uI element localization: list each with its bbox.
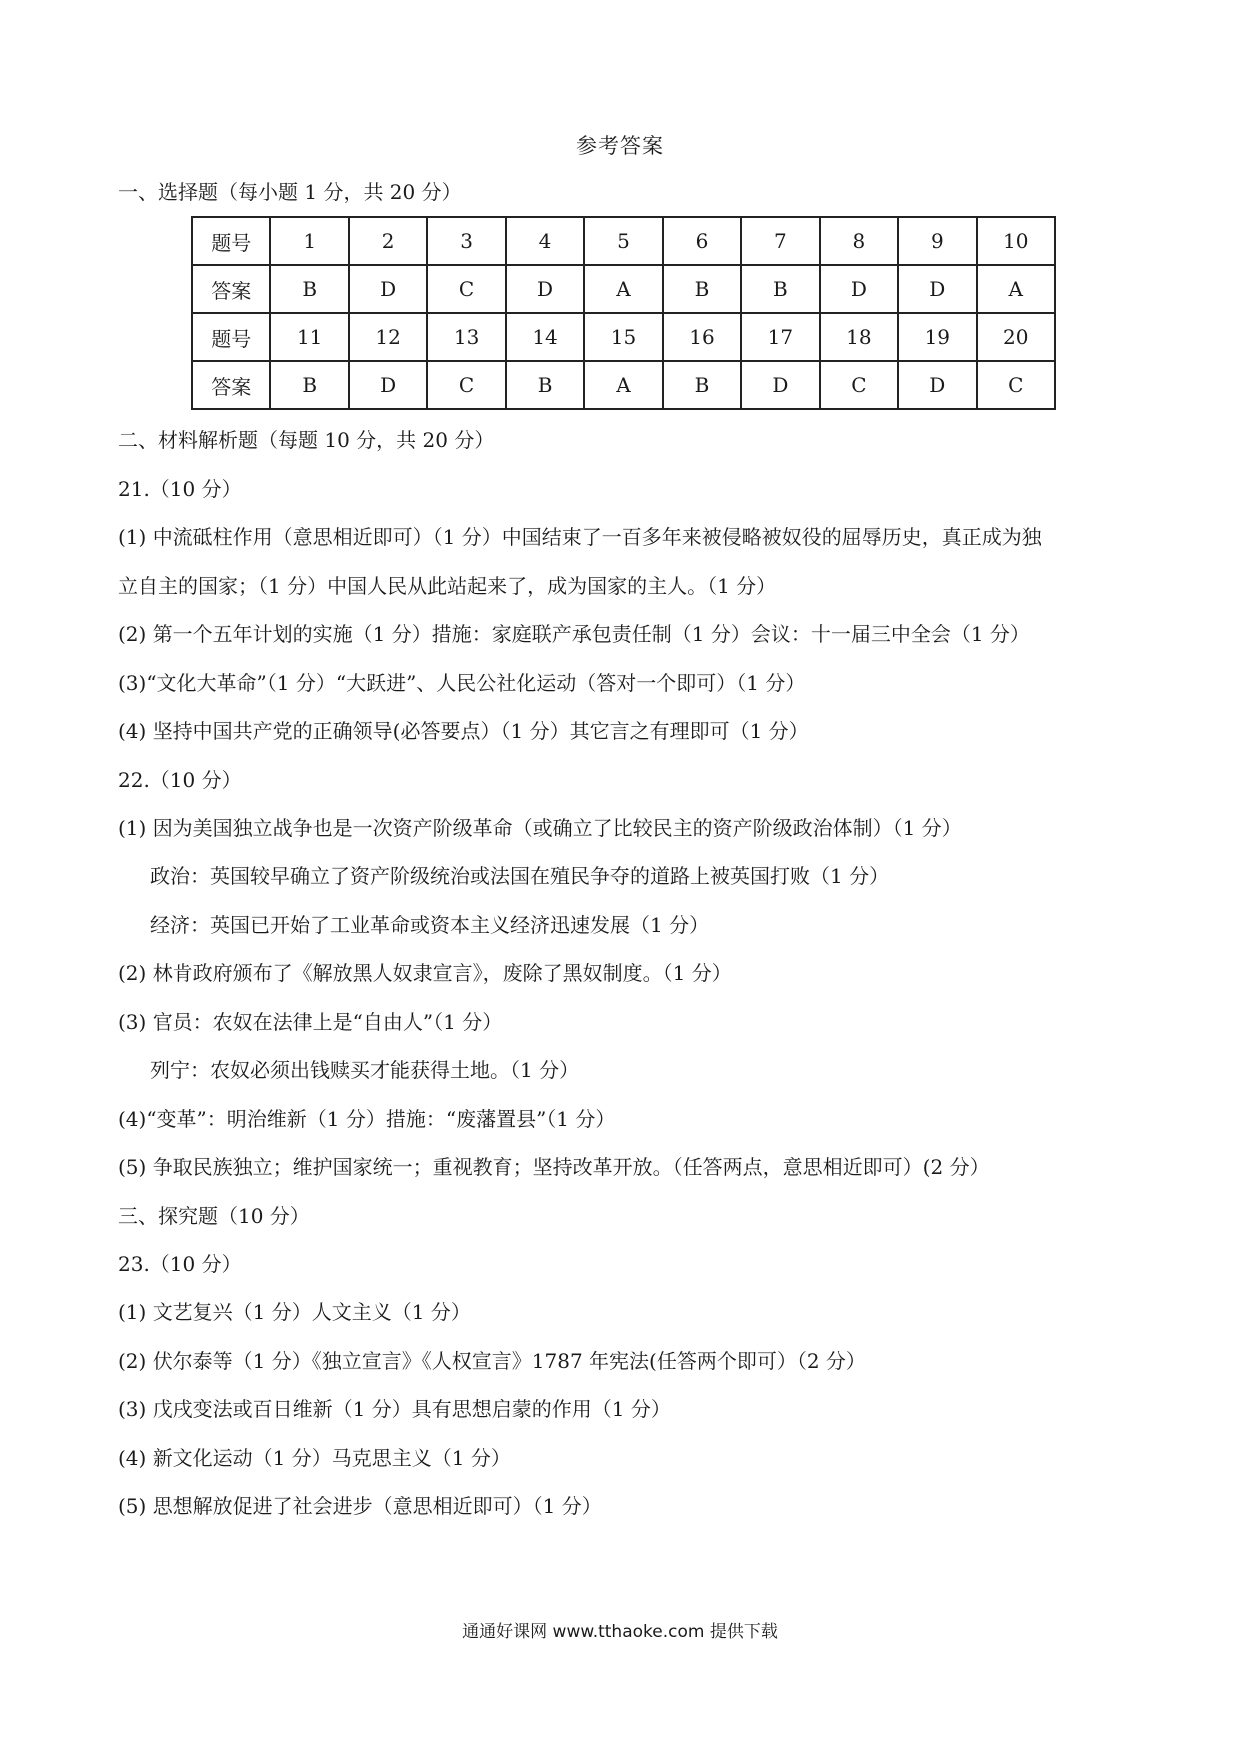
- answer-row: [192, 361, 1055, 409]
- answer-23-2: (2) 伏尔泰等（1 分）《独立宣言》《人权宣言》1787 年宪法(任答两个即可）（2 分）: [118, 1349, 866, 1373]
- question-number-row: [192, 217, 1055, 265]
- row-label-question: 题号: [192, 217, 270, 265]
- question-number-cell: 7: [741, 217, 819, 265]
- answer-21-3: (3)“文化大革命”（1 分）“大跃进”、人民公社化运动（答对一个即可）（1 分）: [118, 671, 806, 695]
- question-number-cell: 4: [506, 217, 584, 265]
- question-21-heading: 21.（10 分）: [118, 477, 242, 501]
- question-number-cell: 5: [584, 217, 662, 265]
- answer-cell: B: [506, 361, 584, 409]
- question-number-cell: 15: [584, 313, 662, 361]
- section2-heading: 二、材料解析题（每题 10 分，共 20 分）: [118, 428, 495, 452]
- question-number-row: [192, 313, 1055, 361]
- question-number-cell: 13: [427, 313, 505, 361]
- answer-21-2: (2) 第一个五年计划的实施（1 分）措施：家庭联产承包责任制（1 分）会议：十一届三中全会（1 分）: [118, 622, 1030, 646]
- answer-table: [191, 216, 1056, 410]
- answer-21-1-line2: 立自主的国家；（1 分）中国人民从此站起来了，成为国家的主人。（1 分）: [118, 574, 777, 598]
- answer-cell: B: [741, 265, 819, 313]
- answer-22-2: (2) 林肯政府颁布了《解放黑人奴隶宣言》，废除了黑奴制度。（1 分）: [118, 961, 732, 985]
- answer-22-4: (4)“变革”：明治维新（1 分）措施：“废藩置县”（1 分）: [118, 1107, 616, 1131]
- question-number-cell: 18: [820, 313, 898, 361]
- question-number-cell: 16: [663, 313, 741, 361]
- question-number-cell: 14: [506, 313, 584, 361]
- answer-cell: B: [270, 265, 348, 313]
- question-number-cell: 19: [898, 313, 976, 361]
- answer-cell: D: [349, 361, 427, 409]
- answer-cell: A: [584, 265, 662, 313]
- answer-22-1: (1) 因为美国独立战争也是一次资产阶级革命（或确立了比较民主的资产阶级政治体制）（1 分）: [118, 816, 962, 840]
- answer-22-3-lenin: 列宁：农奴必须出钱赎买才能获得土地。（1 分）: [150, 1058, 580, 1082]
- answer-23-1: (1) 文艺复兴（1 分）人文主义（1 分）: [118, 1300, 471, 1324]
- answer-cell: C: [427, 265, 505, 313]
- question-23-heading: 23.（10 分）: [118, 1252, 242, 1276]
- answer-cell: D: [506, 265, 584, 313]
- answer-cell: D: [820, 265, 898, 313]
- answer-row: [192, 265, 1055, 313]
- question-number-cell: 2: [349, 217, 427, 265]
- answer-cell: C: [977, 361, 1055, 409]
- question-number-cell: 9: [898, 217, 976, 265]
- answer-cell: D: [741, 361, 819, 409]
- question-number-cell: 3: [427, 217, 505, 265]
- answer-23-5: (5) 思想解放促进了社会进步（意思相近即可）（1 分）: [118, 1494, 602, 1518]
- question-number-cell: 11: [270, 313, 348, 361]
- question-number-cell: 20: [977, 313, 1055, 361]
- answer-cell: A: [584, 361, 662, 409]
- answer-cell: B: [663, 361, 741, 409]
- answer-21-4: (4) 坚持中国共产党的正确领导(必答要点）（1 分）其它言之有理即可（1 分）: [118, 719, 809, 743]
- answer-cell: B: [270, 361, 348, 409]
- answer-cell: D: [349, 265, 427, 313]
- row-label-answer: 答案: [192, 361, 270, 409]
- section1-heading: 一、选择题（每小题 1 分，共 20 分）: [118, 180, 462, 204]
- question-number-cell: 1: [270, 217, 348, 265]
- question-number-cell: 8: [820, 217, 898, 265]
- answer-23-3: (3) 戊戌变法或百日维新（1 分）具有思想启蒙的作用（1 分）: [118, 1397, 671, 1421]
- answer-cell: C: [427, 361, 505, 409]
- answer-23-4: (4) 新文化运动（1 分）马克思主义（1 分）: [118, 1446, 511, 1470]
- answer-cell: A: [977, 265, 1055, 313]
- question-number-cell: 6: [663, 217, 741, 265]
- answer-22-1-politics: 政治：英国较早确立了资产阶级统治或法国在殖民争夺的道路上被英国打败（1 分）: [150, 864, 890, 888]
- answer-21-1-line1: (1) 中流砥柱作用（意思相近即可）（1 分）中国结束了一百多年来被侵略被奴役的屈辱历史，真正成为独: [118, 525, 1042, 549]
- question-22-heading: 22.（10 分）: [118, 768, 242, 792]
- row-label-question: 题号: [192, 313, 270, 361]
- row-label-answer: 答案: [192, 265, 270, 313]
- footer-source: 通通好课网 www.tthaoke.com 提供下载: [462, 1622, 778, 1642]
- page-title: 参考答案: [576, 134, 664, 158]
- question-number-cell: 12: [349, 313, 427, 361]
- answer-22-3: (3) 官员：农奴在法律上是“自由人”（1 分）: [118, 1010, 503, 1034]
- answer-cell: B: [663, 265, 741, 313]
- section3-heading: 三、探究题（10 分）: [118, 1204, 310, 1228]
- answer-cell: D: [898, 361, 976, 409]
- question-number-cell: 10: [977, 217, 1055, 265]
- answer-22-5: (5) 争取民族独立；维护国家统一；重视教育；坚持改革开放。（任答两点，意思相近即可）(2 分）: [118, 1155, 990, 1179]
- answer-22-1-economy: 经济：英国已开始了工业革命或资本主义经济迅速发展（1 分）: [150, 913, 710, 937]
- answer-cell: D: [898, 265, 976, 313]
- answer-cell: C: [820, 361, 898, 409]
- question-number-cell: 17: [741, 313, 819, 361]
